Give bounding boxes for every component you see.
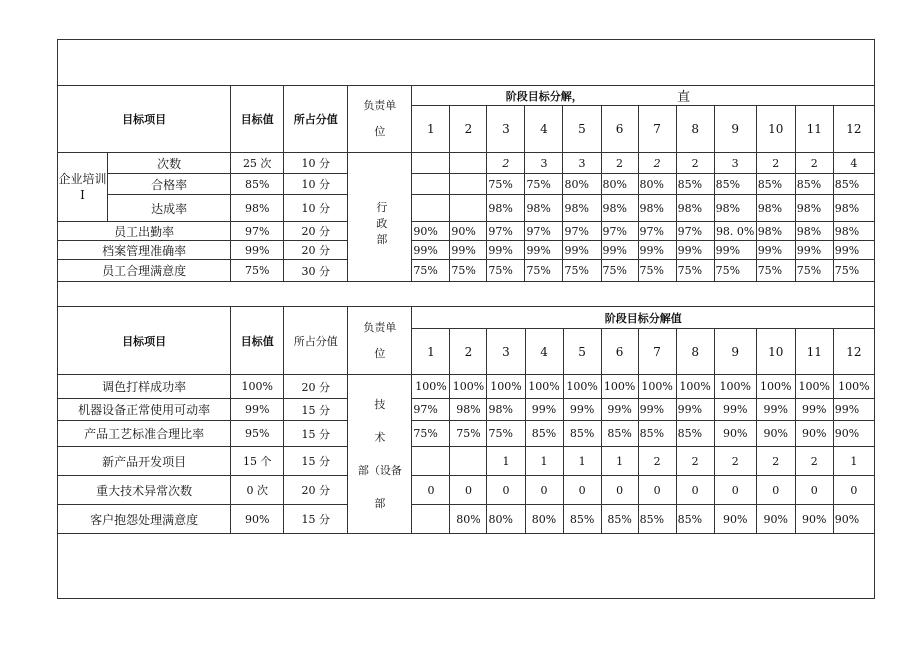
month-cell: 90% bbox=[714, 505, 756, 534]
month-cell: 99% bbox=[676, 241, 714, 260]
month-cell: 1 bbox=[487, 447, 525, 476]
month-header-3: 3 bbox=[487, 106, 525, 153]
month-cell: 75% bbox=[525, 260, 563, 282]
row-weight-value: 20 分 bbox=[284, 476, 348, 505]
month-cell: 2 bbox=[756, 447, 795, 476]
month-cell: 75% bbox=[833, 260, 874, 282]
month-header-4: 4 bbox=[525, 106, 563, 153]
month-cell: 80% bbox=[450, 505, 487, 534]
target-table-admin bbox=[57, 85, 875, 282]
month-cell bbox=[412, 174, 450, 195]
month-header-9: 9 bbox=[714, 329, 756, 375]
month-cell: 2 bbox=[756, 153, 795, 174]
month-cell: 0 bbox=[601, 476, 638, 505]
month-header-11: 11 bbox=[795, 329, 833, 375]
month-cell: 75% bbox=[450, 421, 487, 447]
month-cell: 80% bbox=[525, 505, 563, 534]
table-row bbox=[58, 421, 875, 447]
month-cell: 85% bbox=[638, 505, 676, 534]
row-weight-value: 15 分 bbox=[284, 447, 348, 476]
row-item-name: 员工合理满意度 bbox=[58, 260, 231, 282]
month-cell: 90% bbox=[833, 505, 874, 534]
month-cell: 97% bbox=[601, 222, 638, 241]
month-cell: 2 bbox=[676, 153, 714, 174]
month-cell: 85% bbox=[795, 174, 833, 195]
group-label-line-1: 企业培训 bbox=[58, 172, 107, 186]
month-cell: 85% bbox=[563, 505, 601, 534]
month-cell: 98% bbox=[833, 222, 874, 241]
month-cell bbox=[450, 447, 487, 476]
responsible-unit bbox=[348, 153, 412, 282]
group-label bbox=[58, 153, 108, 222]
month-cell: 99% bbox=[833, 399, 874, 421]
row-weight-value: 20 分 bbox=[284, 222, 348, 241]
row-target-value: 97% bbox=[231, 222, 284, 241]
month-header-6: 6 bbox=[601, 106, 638, 153]
month-cell: 75% bbox=[412, 260, 450, 282]
month-cell: 100% bbox=[795, 375, 833, 399]
table-row bbox=[58, 241, 875, 260]
table-row bbox=[58, 399, 875, 421]
responsible-line-1: 负责单 bbox=[363, 320, 397, 334]
month-cell: 85% bbox=[756, 174, 795, 195]
stage-header: 阶段目标分解， bbox=[412, 86, 676, 106]
month-cell: 2 bbox=[676, 447, 714, 476]
responsible-unit-line: 术 bbox=[374, 431, 386, 444]
month-cell: 99% bbox=[563, 399, 601, 421]
month-cell: 100% bbox=[601, 375, 638, 399]
month-cell: 75% bbox=[450, 260, 487, 282]
month-cell: 99% bbox=[795, 241, 833, 260]
row-weight-value: 15 分 bbox=[284, 399, 348, 421]
month-cell: 0 bbox=[676, 476, 714, 505]
month-cell: 97% bbox=[487, 222, 525, 241]
responsible-unit-char: 行 bbox=[376, 201, 388, 214]
row-item-name: 客户抱怨处理满意度 bbox=[58, 505, 231, 534]
month-cell: 90% bbox=[795, 505, 833, 534]
table-row bbox=[58, 375, 875, 399]
month-cell: 80% bbox=[563, 174, 601, 195]
col-header-item: 目标项目 bbox=[58, 86, 231, 153]
row-weight-value: 30 分 bbox=[284, 260, 348, 282]
responsible-unit-line: 部 bbox=[374, 497, 386, 510]
col-header-target: 目标值 bbox=[231, 86, 284, 153]
month-cell bbox=[412, 505, 450, 534]
row-target-value: 85% bbox=[231, 174, 284, 195]
month-cell: 90% bbox=[450, 222, 487, 241]
month-cell: 98% bbox=[487, 195, 525, 222]
month-cell: 98% bbox=[563, 195, 601, 222]
col-header-responsible bbox=[348, 307, 412, 375]
month-cell: 99% bbox=[525, 241, 563, 260]
row-target-value: 90% bbox=[231, 505, 284, 534]
month-cell: 100% bbox=[756, 375, 795, 399]
month-cell: 2 bbox=[714, 447, 756, 476]
month-cell: 90% bbox=[756, 505, 795, 534]
month-cell: 99% bbox=[833, 241, 874, 260]
month-header-10: 10 bbox=[756, 106, 795, 153]
month-cell: 100% bbox=[563, 375, 601, 399]
month-cell: 99% bbox=[795, 399, 833, 421]
row-item-name: 员工出勤率 bbox=[58, 222, 231, 241]
month-header-1: 1 bbox=[412, 329, 450, 375]
month-cell: 1 bbox=[563, 447, 601, 476]
month-cell: 0 bbox=[638, 476, 676, 505]
table-row bbox=[58, 195, 875, 222]
month-cell: 75% bbox=[487, 260, 525, 282]
month-cell: 0 bbox=[487, 476, 525, 505]
month-cell: 85% bbox=[563, 421, 601, 447]
row-item-name: 机器设备正常使用可动率 bbox=[58, 399, 231, 421]
row-target-value: 25 次 bbox=[231, 153, 284, 174]
col-header-weight: 所占分值 bbox=[284, 86, 348, 153]
month-cell: 98% bbox=[638, 195, 676, 222]
month-cell: 100% bbox=[676, 375, 714, 399]
month-header-12: 12 bbox=[833, 106, 874, 153]
month-cell: 99% bbox=[714, 399, 756, 421]
row-item-name: 新产品开发项目 bbox=[58, 447, 231, 476]
month-cell: 97% bbox=[563, 222, 601, 241]
month-cell: 100% bbox=[525, 375, 563, 399]
responsible-line-2: 位 bbox=[374, 125, 386, 138]
row-target-value: 95% bbox=[231, 421, 284, 447]
month-cell: 85% bbox=[676, 505, 714, 534]
month-cell: 75% bbox=[487, 174, 525, 195]
row-target-value: 99% bbox=[231, 399, 284, 421]
month-header-11: 11 bbox=[795, 106, 833, 153]
month-cell: 0 bbox=[714, 476, 756, 505]
target-table-tech bbox=[57, 306, 875, 534]
row-target-value: 99% bbox=[231, 241, 284, 260]
month-cell: 100% bbox=[412, 375, 450, 399]
month-header-1: 1 bbox=[412, 106, 450, 153]
row-target-value: 15 个 bbox=[231, 447, 284, 476]
group-label-line-2: I bbox=[80, 188, 85, 202]
month-cell: 75% bbox=[563, 260, 601, 282]
month-cell: 0 bbox=[563, 476, 601, 505]
month-header-8: 8 bbox=[676, 106, 714, 153]
month-header-7: 7 bbox=[638, 106, 676, 153]
month-cell: 2 bbox=[638, 153, 676, 174]
month-cell: 85% bbox=[714, 174, 756, 195]
row-weight-value: 10 分 bbox=[284, 195, 348, 222]
row-item-name: 重大技术异常次数 bbox=[58, 476, 231, 505]
month-cell: 3 bbox=[525, 153, 563, 174]
month-cell: 97% bbox=[638, 222, 676, 241]
row-target-value: 100% bbox=[231, 375, 284, 399]
month-header-2: 2 bbox=[450, 106, 487, 153]
month-cell: 2 bbox=[487, 153, 525, 174]
table-row bbox=[58, 260, 875, 282]
month-cell: 99% bbox=[601, 241, 638, 260]
month-cell: 98% bbox=[676, 195, 714, 222]
month-cell bbox=[412, 195, 450, 222]
month-cell: 99% bbox=[487, 241, 525, 260]
month-cell: 98% bbox=[833, 195, 874, 222]
month-cell: 99% bbox=[601, 399, 638, 421]
month-cell: 0 bbox=[450, 476, 487, 505]
month-cell: 85% bbox=[833, 174, 874, 195]
month-cell: 90% bbox=[833, 421, 874, 447]
month-header-6: 6 bbox=[601, 329, 638, 375]
row-target-value: 98% bbox=[231, 195, 284, 222]
month-cell: 98% bbox=[714, 195, 756, 222]
month-cell: 98% bbox=[450, 399, 487, 421]
month-cell: 99% bbox=[450, 241, 487, 260]
month-cell: 100% bbox=[450, 375, 487, 399]
month-cell: 97% bbox=[676, 222, 714, 241]
month-header-9: 9 bbox=[714, 106, 756, 153]
month-cell: 98. 0% bbox=[714, 222, 756, 241]
row-item-name: 档案管理准确率 bbox=[58, 241, 231, 260]
month-cell: 75% bbox=[756, 260, 795, 282]
month-cell: 0 bbox=[756, 476, 795, 505]
row-weight-value: 10 分 bbox=[284, 153, 348, 174]
month-cell: 0 bbox=[412, 476, 450, 505]
month-header-12: 12 bbox=[833, 329, 874, 375]
month-cell: 85% bbox=[601, 421, 638, 447]
month-cell: 75% bbox=[487, 421, 525, 447]
month-cell: 98% bbox=[756, 195, 795, 222]
month-header-3: 3 bbox=[487, 329, 525, 375]
month-cell: 98% bbox=[525, 195, 563, 222]
stage-header-extra: 直 bbox=[676, 86, 874, 106]
month-cell: 1 bbox=[833, 447, 874, 476]
month-cell: 85% bbox=[676, 421, 714, 447]
month-header-2: 2 bbox=[450, 329, 487, 375]
month-cell: 3 bbox=[714, 153, 756, 174]
month-cell: 98% bbox=[795, 195, 833, 222]
month-cell: 0 bbox=[525, 476, 563, 505]
month-cell: 80% bbox=[601, 174, 638, 195]
month-cell: 75% bbox=[412, 421, 450, 447]
month-cell: 75% bbox=[525, 174, 563, 195]
month-cell: 90% bbox=[795, 421, 833, 447]
col-header-responsible bbox=[348, 86, 412, 153]
row-weight-value: 15 分 bbox=[284, 505, 348, 534]
month-cell: 99% bbox=[638, 241, 676, 260]
month-cell: 0 bbox=[833, 476, 874, 505]
month-cell: 80% bbox=[638, 174, 676, 195]
row-item-name: 次数 bbox=[108, 153, 231, 174]
col-header-item: 目标项目 bbox=[58, 307, 231, 375]
month-cell: 75% bbox=[676, 260, 714, 282]
row-item-name: 产品工艺标准合理比率 bbox=[58, 421, 231, 447]
month-cell bbox=[450, 174, 487, 195]
month-cell: 3 bbox=[563, 153, 601, 174]
month-cell: 99% bbox=[638, 399, 676, 421]
stage-header: 阶段目标分解值 bbox=[412, 307, 875, 329]
table-row bbox=[58, 505, 875, 534]
month-cell: 90% bbox=[412, 222, 450, 241]
responsible-line-2: 位 bbox=[374, 346, 386, 360]
month-cell: 1 bbox=[525, 447, 563, 476]
month-cell: 98% bbox=[601, 195, 638, 222]
table-row bbox=[58, 174, 875, 195]
month-cell: 98% bbox=[487, 399, 525, 421]
month-cell: 90% bbox=[714, 421, 756, 447]
col-header-target: 目标值 bbox=[231, 307, 284, 375]
month-cell: 98% bbox=[795, 222, 833, 241]
month-cell: 100% bbox=[714, 375, 756, 399]
month-cell: 85% bbox=[638, 421, 676, 447]
responsible-unit bbox=[348, 375, 412, 534]
month-header-5: 5 bbox=[563, 106, 601, 153]
responsible-unit-line: 技 bbox=[374, 398, 386, 411]
row-weight-value: 20 分 bbox=[284, 241, 348, 260]
col-header-weight: 所占分值 bbox=[284, 307, 348, 375]
table-row bbox=[58, 447, 875, 476]
month-cell: 0 bbox=[795, 476, 833, 505]
month-cell: 99% bbox=[676, 399, 714, 421]
month-header-5: 5 bbox=[563, 329, 601, 375]
month-cell: 100% bbox=[487, 375, 525, 399]
month-cell: 97% bbox=[525, 222, 563, 241]
month-cell: 75% bbox=[714, 260, 756, 282]
table-row bbox=[58, 153, 875, 174]
month-cell: 99% bbox=[756, 241, 795, 260]
month-cell: 99% bbox=[563, 241, 601, 260]
month-header-7: 7 bbox=[638, 329, 676, 375]
row-item-name: 达成率 bbox=[108, 195, 231, 222]
month-cell: 90% bbox=[756, 421, 795, 447]
month-cell: 99% bbox=[714, 241, 756, 260]
month-cell: 98% bbox=[756, 222, 795, 241]
month-cell: 2 bbox=[795, 447, 833, 476]
month-cell: 80% bbox=[487, 505, 525, 534]
month-cell: 75% bbox=[795, 260, 833, 282]
month-cell: 100% bbox=[638, 375, 676, 399]
month-header-8: 8 bbox=[676, 329, 714, 375]
month-cell: 85% bbox=[525, 421, 563, 447]
month-header-10: 10 bbox=[756, 329, 795, 375]
month-cell: 99% bbox=[412, 241, 450, 260]
row-weight-value: 20 分 bbox=[284, 375, 348, 399]
row-weight-value: 10 分 bbox=[284, 174, 348, 195]
month-cell: 100% bbox=[833, 375, 874, 399]
row-target-value: 75% bbox=[231, 260, 284, 282]
row-target-value: 0 次 bbox=[231, 476, 284, 505]
month-cell: 4 bbox=[833, 153, 874, 174]
month-cell: 99% bbox=[525, 399, 563, 421]
table-row bbox=[58, 476, 875, 505]
month-cell: 75% bbox=[638, 260, 676, 282]
month-header-4: 4 bbox=[525, 329, 563, 375]
responsible-line-1: 负责单 bbox=[363, 99, 397, 112]
month-cell: 85% bbox=[601, 505, 638, 534]
month-cell bbox=[412, 153, 450, 174]
month-cell: 1 bbox=[601, 447, 638, 476]
responsible-unit-char: 政 bbox=[376, 217, 388, 230]
month-cell bbox=[450, 153, 487, 174]
month-cell: 85% bbox=[676, 174, 714, 195]
table-row bbox=[58, 222, 875, 241]
month-cell: 97% bbox=[412, 399, 450, 421]
responsible-unit-line: 部（设备 bbox=[357, 464, 402, 477]
month-cell bbox=[450, 195, 487, 222]
row-item-name: 调色打样成功率 bbox=[58, 375, 231, 399]
month-cell: 75% bbox=[601, 260, 638, 282]
row-weight-value: 15 分 bbox=[284, 421, 348, 447]
month-cell bbox=[412, 447, 450, 476]
month-cell: 2 bbox=[601, 153, 638, 174]
month-cell: 2 bbox=[638, 447, 676, 476]
row-item-name: 合格率 bbox=[108, 174, 231, 195]
responsible-unit-char: 部 bbox=[376, 233, 388, 246]
month-cell: 2 bbox=[795, 153, 833, 174]
month-cell: 99% bbox=[756, 399, 795, 421]
